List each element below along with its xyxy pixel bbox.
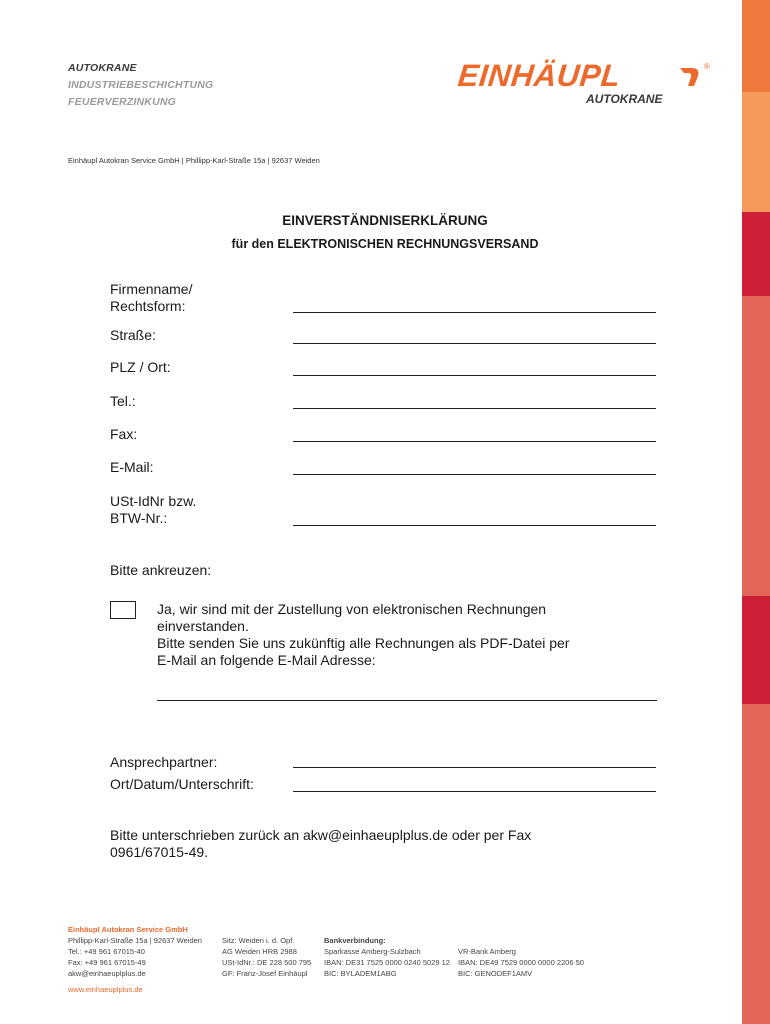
footer-bank2-bic: BIC: GENODEF1AMV bbox=[458, 969, 533, 978]
footer-vat: USt-IdNr.: DE 228 500 795 bbox=[222, 958, 312, 967]
logo-wordmark: EINHÄUPL bbox=[456, 58, 623, 93]
field-line-zip-city[interactable] bbox=[293, 361, 656, 376]
check-instruction: Bitte ankreuzen: bbox=[110, 562, 212, 578]
decor-stripe-light-orange bbox=[742, 92, 770, 212]
consent-text: Ja, wir sind mit der Zustellung von elektronischen Rechnungen einverstanden. Bitte senden Sie uns zukünftig alle Rechnungen als PDF-Datei per E-Mail an folgende E-Mail Adresse: bbox=[157, 601, 570, 668]
signature-label: Ort/Datum/Unterschrift: bbox=[110, 776, 254, 792]
footer-ceo: GF: Franz-Josef Einhäupl bbox=[222, 969, 308, 978]
footer-bank-2 bbox=[458, 946, 584, 979]
decor-stripe-coral bbox=[742, 704, 770, 1024]
field-label-zip-city: PLZ / Ort: bbox=[110, 359, 171, 375]
company-logo bbox=[458, 58, 718, 108]
service-item: FEUERVERZINKUNG bbox=[68, 96, 177, 108]
document-subtitle: für den ELEKTRONISCHEN RECHNUNGSVERSAND bbox=[231, 237, 539, 251]
field-line-company[interactable] bbox=[293, 298, 656, 313]
return-note: Bitte unterschrieben zurück an akw@einhaeuplplus.de oder per Fax 0961/67015-49. bbox=[110, 827, 532, 860]
hook-icon bbox=[676, 64, 702, 88]
decor-stripe-red bbox=[742, 596, 770, 704]
sender-address-line: Einhäupl Autokran Service GmbH | Phillipp-Karl-Straße 15a | 92637 Weiden bbox=[68, 156, 320, 165]
footer-bank-iban: IBAN: DE31 7525 0000 0240 5029 12 bbox=[324, 958, 450, 967]
service-item: INDUSTRIEBESCHICHTUNG bbox=[68, 79, 214, 91]
field-line-vat[interactable] bbox=[293, 511, 656, 526]
footer-bank-heading: Bankverbindung: bbox=[324, 936, 386, 945]
footer-address: Phillipp-Karl-Straße 15a | 92637 Weiden bbox=[68, 936, 202, 945]
logo-subtitle: AUTOKRANE bbox=[586, 92, 663, 106]
field-label-phone: Tel.: bbox=[110, 393, 136, 409]
field-label-vat: USt-IdNr bzw. BTW-Nr.: bbox=[110, 493, 197, 526]
footer-bank-name: Sparkasse Amberg-Sulzbach bbox=[324, 947, 421, 956]
consent-email-line[interactable] bbox=[157, 686, 657, 701]
field-label-email: E-Mail: bbox=[110, 459, 154, 475]
contact-label: Ansprechpartner: bbox=[110, 754, 218, 770]
field-label-street: Straße: bbox=[110, 327, 156, 343]
footer-company bbox=[68, 924, 202, 979]
signature-line[interactable] bbox=[293, 777, 656, 792]
service-list bbox=[68, 62, 213, 113]
footer-register: AG Weiden HRB 2988 bbox=[222, 947, 297, 956]
footer-bank2-name: VR-Bank Amberg bbox=[458, 947, 516, 956]
footer-seat: Sitz: Weiden i. d. Opf. bbox=[222, 936, 295, 945]
field-line-email[interactable] bbox=[293, 460, 656, 475]
field-label-company: Firmenname/ Rechtsform: bbox=[110, 281, 193, 314]
field-line-street[interactable] bbox=[293, 329, 656, 344]
footer-company-name: Einhäupl Autokran Service GmbH bbox=[68, 925, 188, 934]
footer-bank-1 bbox=[324, 935, 450, 979]
decor-stripe-coral bbox=[742, 296, 770, 596]
footer-phone: Tel.: +49 961 67015-40 bbox=[68, 947, 145, 956]
decor-stripe-orange bbox=[742, 0, 770, 92]
footer-bank-bic: BIC: BYLADEM1ABG bbox=[324, 969, 397, 978]
footer-fax: Fax: +49 961 67015-49 bbox=[68, 958, 146, 967]
footer-website-link[interactable]: www.einhaeuplplus.de bbox=[68, 985, 143, 994]
consent-checkbox[interactable] bbox=[110, 601, 136, 619]
field-line-fax[interactable] bbox=[293, 427, 656, 442]
document-title: EINVERSTÄNDNISERKLÄRUNG bbox=[282, 213, 488, 228]
field-label-fax: Fax: bbox=[110, 426, 138, 442]
registered-mark: ® bbox=[704, 62, 710, 71]
service-item: AUTOKRANE bbox=[68, 62, 137, 74]
footer-bank2-iban: IBAN: DE49 7529 0000 0000 2206 50 bbox=[458, 958, 584, 967]
footer-registration bbox=[222, 935, 311, 979]
footer-email[interactable]: akw@einhaeuplplus.de bbox=[68, 969, 146, 978]
field-line-phone[interactable] bbox=[293, 394, 656, 409]
contact-line[interactable] bbox=[293, 753, 656, 768]
